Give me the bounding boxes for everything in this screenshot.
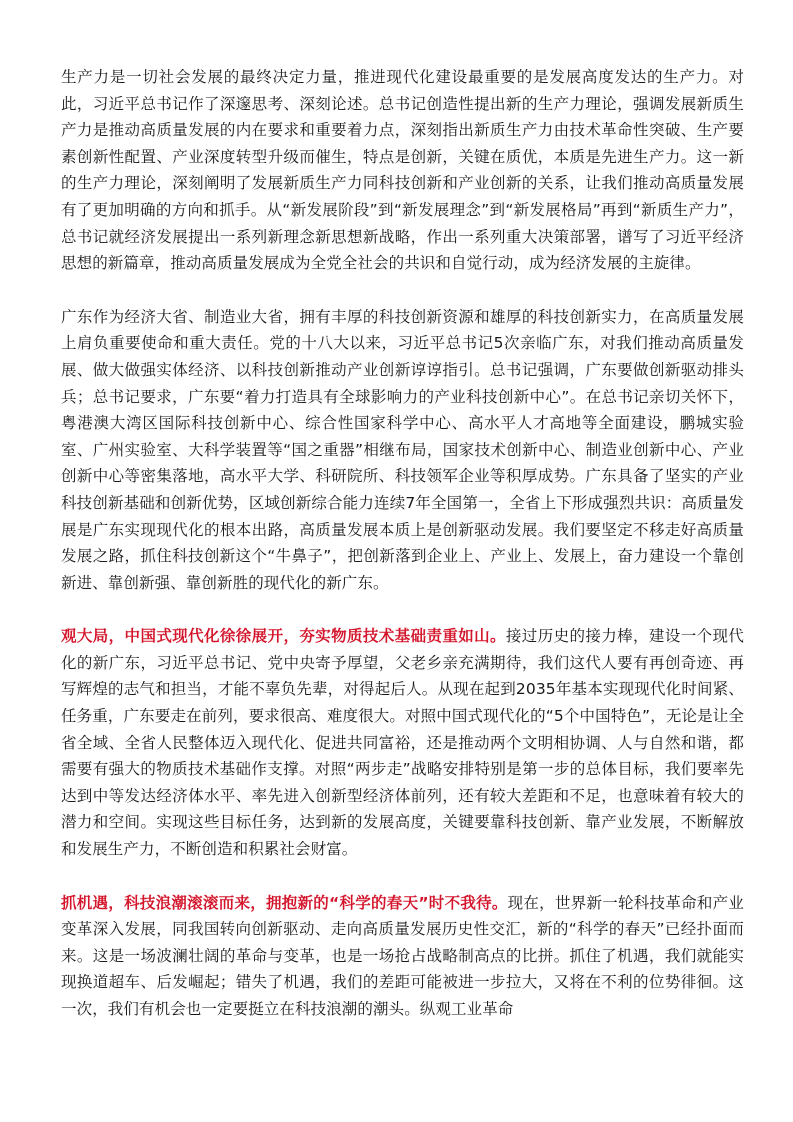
paragraph-guangdong-mission	[61, 304, 744, 597]
paragraph-text: 现在，世界新一轮科技革命和产业变革深入发展，同我国转向创新驱动、走向高质量发展历史性交汇，新的“科学的春天”已经扑面而来。这是一场波澜壮阔的革命与变革，也是一场抢占战略制高点的比拼。抓住了机遇，我们就能实现换道超车、后发崛起；错失了机遇，我们的差距可能被进一步拉大，又将在不利的位势徘徊。这一次，我们有机会也一定要挺立在科技浪潮的潮头。纵观工业革命	[61, 893, 744, 1018]
paragraph-text: 广东作为经济大省、制造业大省，拥有丰厚的科技创新资源和雄厚的科技创新实力，在高质量发展上肩负重要使命和重大责任。党的十八大以来，习近平总书记5次亲临广东，对我们推动高质量发展、做大做强实体经济、以科技创新推动产业创新谆谆指引。总书记强调，广东要做创新驱动排头兵；总书记要求，广东要“着力打造具有全球影响力的产业科技创新中心”。在总书记亲切关怀下，粤港澳大湾区国际科技创新中心、综合性国家科学中心、高水平人才高地等全面建设，鹏城实验室、广州实验室、大科学装置等“国之重器”相继布局，国家技术创新中心、制造业创新中心、产业创新中心等密集落地，高水平大学、科研院所、科技领军企业等积厚成势。广东具备了坚实的产业科技创新基础和创新优势，区域创新综合能力连续7年全国第一，全省上下形成强烈共识：高质量发展是广东实现现代化的根本出路，高质量发展本质上是创新驱动发展。我们要坚定不移走好高质量发展之路，抓住科技创新这个“牛鼻子”，把创新落到企业上、产业上、发展上，奋力建设一个靠创新进、靠创新强、靠创新胜的现代化的新广东。	[61, 307, 744, 592]
paragraph-opportunity	[61, 890, 744, 1023]
paragraph-productivity-theory	[61, 64, 744, 277]
document-body	[61, 64, 744, 1023]
paragraph-text: 接过历史的接力棒，建设一个现代化的新广东，习近平总书记、党中央寄予厚望，父老乡亲充满期待，我们这代人要有再创奇迹、再写辉煌的志气和担当，才能不辜负先辈，对得起后人。从现在起到2035年基本实现现代化时间紧、任务重，广东要走在前列，要求很高、难度很大。对照中国式现代化的“5个中国特色”，无论是让全省全域、全省人民整体迈入现代化、促进共同富裕，还是推动两个文明相协调、人与自然和谐，都需要有强大的物质技术基础作支撑。对照“两步走”战略安排特别是第一步的总体目标，我们要率先达到中等发达经济体水平、率先进入创新型经济体前列，还有较大差距和不足，也意味着有较大的潜力和空间。实现这些目标任务，达到新的发展高度，关键要靠科技创新、靠产业发展，不断解放和发展生产力，不断创造和积累社会财富。	[61, 627, 744, 859]
paragraph-big-picture	[61, 623, 744, 862]
section-heading-opportunity: 抓机遇，科技浪潮滚滚而来，拥抱新的“科学的春天”时不我待。	[61, 893, 508, 912]
paragraph-text: 生产力是一切社会发展的最终决定力量，推进现代化建设最重要的是发展高度发达的生产力。对此，习近平总书记作了深邃思考、深刻论述。总书记创造性提出新的生产力理论，强调发展新质生产力是推动高质量发展的内在要求和重要着力点，深刻指出新质生产力由技术革命性突破、生产要素创新性配置、产业深度转型升级而催生，特点是创新，关键在质优，本质是先进生产力。这一新的生产力理论，深刻阐明了发展新质生产力同科技创新和产业创新的关系，让我们推动高质量发展有了更加明确的方向和抓手。从“新发展阶段”到“新发展理念”到“新发展格局”再到“新质生产力”，总书记就经济发展提出一系列新理念新思想新战略，作出一系列重大决策部署，谱写了习近平经济思想的新篇章，推动高质量发展成为全党全社会的共识和自觉行动，成为经济发展的主旋律。	[61, 68, 744, 273]
section-heading-big-picture: 观大局，中国式现代化徐徐展开，夯实物质技术基础责重如山。	[61, 627, 506, 646]
